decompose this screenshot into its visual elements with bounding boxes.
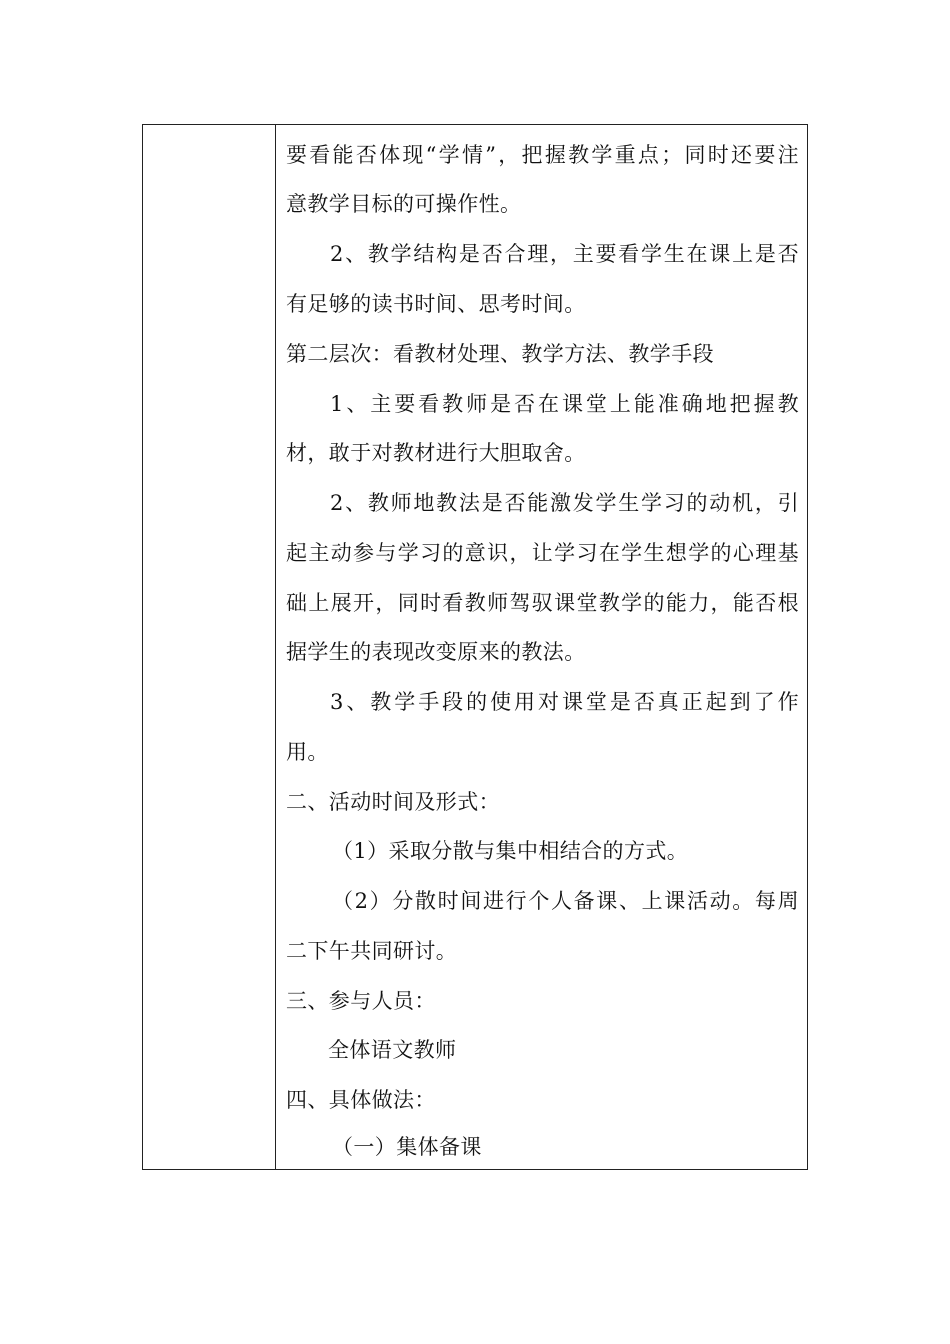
text-line: 全体语文教师 (328, 1038, 457, 1062)
text-line: 据学生的表现改变原来的教法。 (286, 640, 586, 664)
document-table (142, 124, 808, 1170)
text-line: 起主动参与学习的意识，让学习在学生想学的心理基 (286, 541, 799, 565)
text-line: 1、主要看教师是否在课堂上能准确地把握教 (330, 392, 799, 416)
table-left-cell (143, 125, 276, 1169)
text-line: 础上展开，同时看教师驾驭课堂教学的能力，能否根 (286, 591, 799, 615)
section-heading: 第二层次：看教材处理、教学方法、教学手段 (286, 342, 714, 366)
text-line: （2）分散时间进行个人备课、上课活动。每周 (332, 889, 799, 913)
text-line: 材，敢于对教材进行大胆取舍。 (286, 441, 586, 465)
table-content-cell (276, 125, 807, 1169)
text-line: 2、教师地教法是否能激发学生学习的动机，引 (330, 491, 799, 515)
text-line: 意教学目标的可操作性。 (286, 192, 522, 216)
section-heading: 四、具体做法： (286, 1088, 436, 1112)
section-heading: 二、活动时间及形式： (286, 790, 500, 814)
subsection-heading: （一）集体备课 (332, 1135, 482, 1159)
section-heading: 三、参与人员： (286, 989, 436, 1013)
text-line: 用。 (286, 740, 329, 764)
text-line: 要看能否体现“学情”，把握教学重点；同时还要注 (286, 143, 799, 167)
text-line: 3、教学手段的使用对课堂是否真正起到了作 (330, 690, 799, 714)
text-line: （1）采取分散与集中相结合的方式。 (332, 839, 689, 863)
text-line: 2、教学结构是否合理，主要看学生在课上是否 (330, 242, 799, 266)
text-line: 有足够的读书时间、思考时间。 (286, 292, 586, 316)
text-line: 二下午共同研讨。 (286, 939, 458, 963)
